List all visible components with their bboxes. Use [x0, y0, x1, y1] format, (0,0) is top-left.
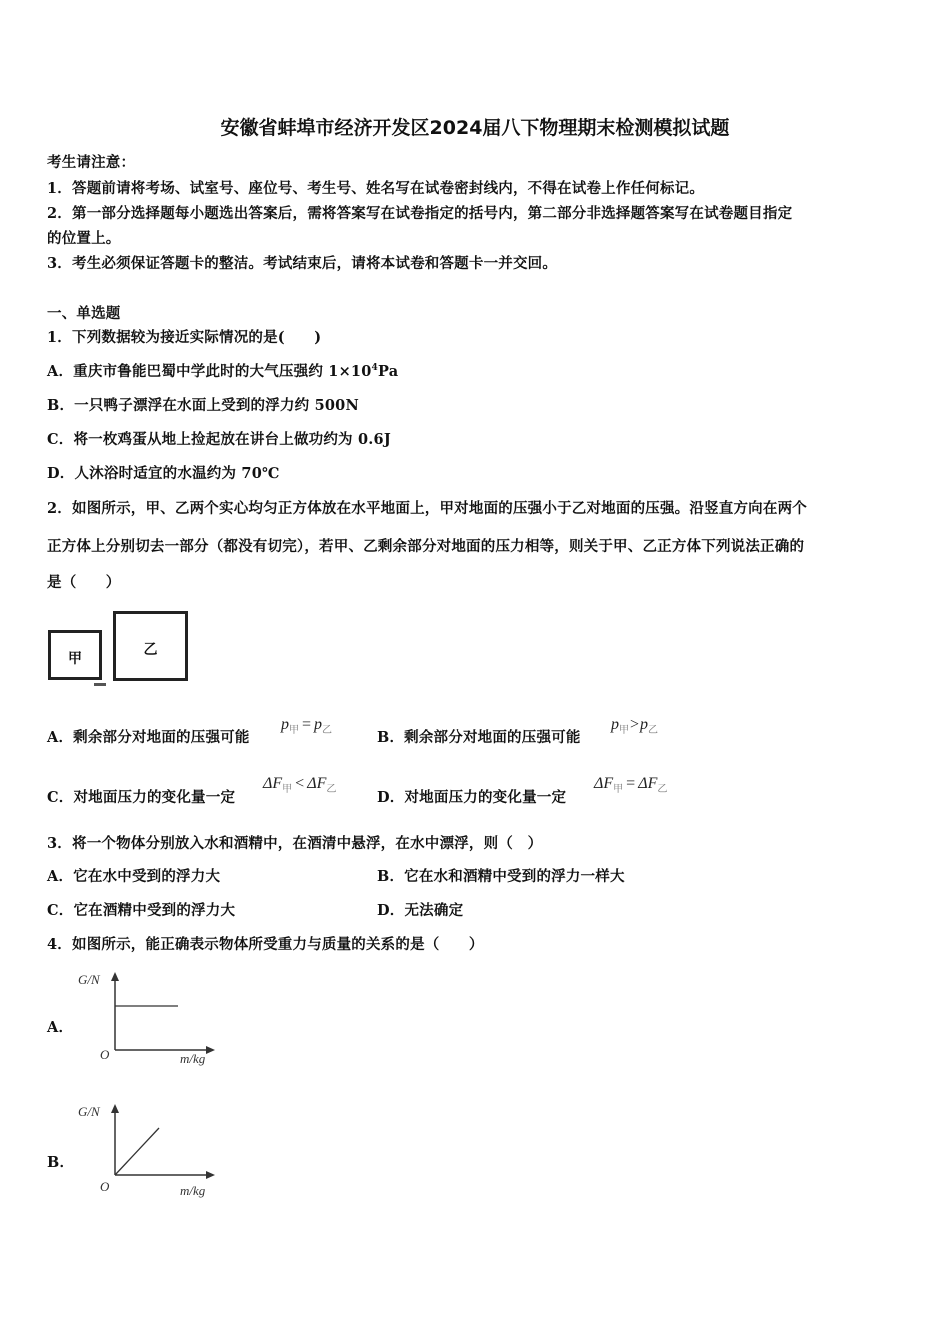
formula-a: $p_甲 = p_乙$ [281, 716, 333, 737]
option-text: D．对地面压力的变化量一定 [377, 789, 567, 806]
x-axis-label: m/kg [180, 1051, 206, 1066]
question-1-stem: 1．下列数据较为接近实际情况的是( ) [47, 329, 322, 346]
question-2-stem-line: 正方体上分别切去一部分（都没有切完），若甲、乙剩余部分对地面的压力相等，则关于甲、乙正方体下列说法正确的 [47, 538, 805, 555]
question-2-option-c [47, 786, 235, 807]
question-1-option-b: B．一只鸭子漂浮在水面上受到的浮力约 500N [47, 397, 359, 414]
question-3-option-c: C．它在酒精中受到的浮力大 [47, 902, 236, 919]
question-3-option-a: A．它在水中受到的浮力大 [47, 868, 221, 885]
y-axis-label: G/N [78, 972, 100, 987]
page-title: 安徽省蚌埠市经济开发区2024届八下物理期末检测模拟试题 [220, 117, 730, 139]
question-1-option-c: C．将一枚鸡蛋从地上捡起放在讲台上做功约为 0.6J [47, 431, 391, 448]
ground-mark [94, 683, 106, 686]
notice-item: 的位置上。 [47, 230, 121, 247]
unit: Pa [377, 363, 399, 380]
question-3-stem: 3．将一个物体分别放入水和酒精中，在酒清中悬浮，在水中漂浮，则（ ） [47, 835, 543, 852]
notice-item: 1．答题前请将考场、试室号、座位号、考生号、姓名写在试卷密封线内，不得在试卷上作任何标记。 [47, 180, 705, 197]
series-line [115, 1128, 159, 1175]
section-heading: 一、单选题 [47, 305, 121, 322]
question-4-stem: 4．如图所示，能正确表示物体所受重力与质量的关系的是（ ） [47, 936, 484, 953]
question-2-option-b [377, 726, 581, 747]
option-text: A．剩余部分对地面的压强可能 [47, 729, 250, 746]
cube-jia-figure [48, 630, 102, 680]
notice-heading: 考生请注意： [47, 154, 136, 171]
x-axis-label: m/kg [180, 1183, 206, 1198]
question-1-option-a [47, 360, 398, 381]
question-2-option-d [377, 786, 566, 807]
option-text: A．重庆市鲁能巴蜀中学此时的大气压强约 1×10 [47, 363, 372, 380]
formula-b: $p_甲>p_乙$ [611, 716, 659, 737]
question-3-option-b: B．它在水和酒精中受到的浮力一样大 [377, 868, 625, 885]
question-3-option-d: D．无法确定 [377, 902, 464, 919]
notice-item: 2．第一部分选择题每小题选出答案后，需将答案写在试卷指定的括号内，第二部分非选择题答案写在试卷题目指定 [47, 205, 793, 222]
question-2-option-a [47, 726, 250, 747]
y-axis-label: G/N [78, 1104, 100, 1119]
formula-d: $\Delta F_甲 = \Delta F_乙$ [594, 775, 668, 796]
graph-a [70, 968, 220, 1068]
cube-yi-figure [113, 611, 188, 681]
option-text: C．对地面压力的变化量一定 [47, 789, 236, 806]
question-2-stem-line: 2．如图所示，甲、乙两个实心均匀正方体放在水平地面上，甲对地面的压强小于乙对地面的压强。沿竖直方向在两个 [47, 500, 807, 517]
graph-b [70, 1100, 220, 1200]
question-4-option-b-label: B． [47, 1154, 75, 1171]
question-2-stem-line: 是（ ） [47, 574, 121, 591]
option-text: B．剩余部分对地面的压强可能 [377, 729, 581, 746]
origin-label: O [100, 1047, 110, 1062]
question-1-option-d: D．人沐浴时适宜的水温约为 70℃ [47, 465, 280, 482]
cube-yi-label: 乙 [143, 642, 158, 658]
origin-label: O [100, 1179, 110, 1194]
cube-jia-label: 甲 [68, 651, 82, 667]
question-4-option-a-label: A． [47, 1019, 74, 1036]
formula-c: $\Delta F_甲 < \Delta F_乙$ [263, 775, 337, 796]
notice-item: 3．考生必须保证答题卡的整洁。考试结束后，请将本试卷和答题卡一并交回。 [47, 255, 558, 272]
exponent: 4 [371, 363, 378, 374]
